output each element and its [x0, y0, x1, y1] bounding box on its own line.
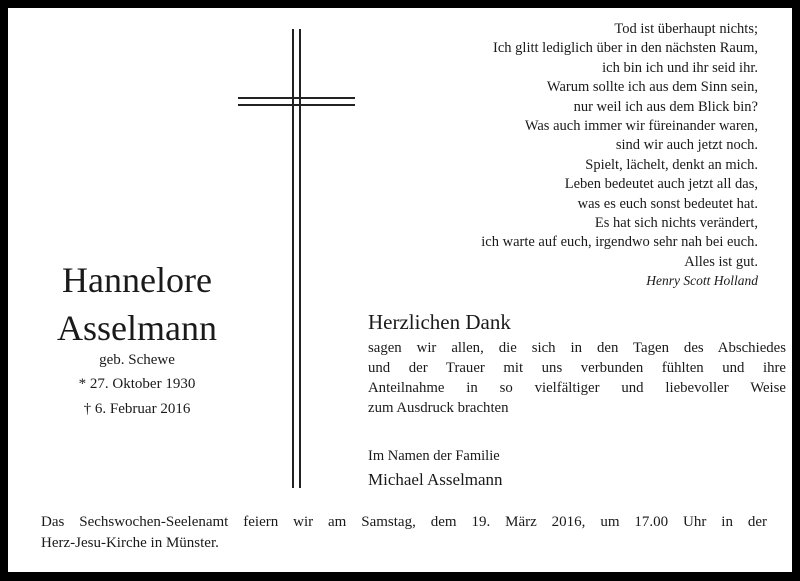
poem-line: Alles ist gut. — [684, 253, 758, 270]
poem-line: Warum sollte ich aus dem Sinn sein, — [546, 79, 758, 96]
birth-date: * 27. Oktober 1930 — [78, 376, 196, 392]
deceased-last-name: Asselmann — [57, 308, 217, 348]
poem-line: sind wir auch jetzt noch. — [615, 137, 758, 154]
cross-horizontal-line-bottom — [238, 104, 355, 106]
obituary-card — [8, 8, 792, 572]
thanks-body — [368, 338, 786, 418]
poem — [481, 20, 758, 272]
poem-author: Henry Scott Holland — [646, 273, 758, 288]
thanks-line: zum Ausdruck brachten — [368, 400, 509, 416]
deceased-first-name: Hannelore — [62, 260, 212, 300]
poem-line: Was auch immer wir füreinander waren, — [524, 118, 758, 135]
maiden-name: geb. Schewe — [99, 352, 175, 368]
thanks-line: und der Trauer mit uns verbunden fühlten und ihre — [368, 360, 786, 376]
poem-line: nur weil ich aus dem Blick bin? — [573, 98, 758, 115]
thanks-line: Anteilnahme in so vielfältiger und liebevoller Weise — [368, 380, 786, 396]
death-date: † 6. Februar 2016 — [83, 401, 191, 417]
cross-horizontal-line-top — [238, 97, 355, 99]
service-announcement — [41, 512, 767, 554]
poem-line: Spielt, lächelt, denkt an mich. — [585, 156, 758, 173]
signer-name: Michael Asselmann — [368, 470, 503, 489]
poem-line: Leben bedeutet auch jetzt all das, — [564, 176, 758, 193]
poem-line: ich bin ich und ihr seid ihr. — [602, 59, 758, 76]
poem-line: ich warte auf euch, irgendwo sehr nah bei euch. — [481, 234, 758, 251]
footer-line: Herz-Jesu-Kirche in Münster. — [41, 535, 219, 551]
poem-line: Tod ist überhaupt nichts; — [614, 21, 758, 37]
thanks-title: Herzlichen Dank — [368, 310, 511, 334]
poem-line: was es euch sonst bedeutet hat. — [577, 195, 758, 212]
on-behalf-label: Im Namen der Familie — [368, 448, 500, 464]
poem-line: Es hat sich nichts verändert, — [594, 215, 758, 232]
footer-line: Das Sechswochen-Seelenamt feiern wir am Samstag, dem 19. März 2016, um 17.00 Uhr in der — [41, 514, 767, 530]
thanks-line: sagen wir allen, die sich in den Tagen des Abschiedes — [368, 340, 786, 356]
poem-line: Ich glitt lediglich über in den nächsten Raum, — [493, 40, 758, 57]
